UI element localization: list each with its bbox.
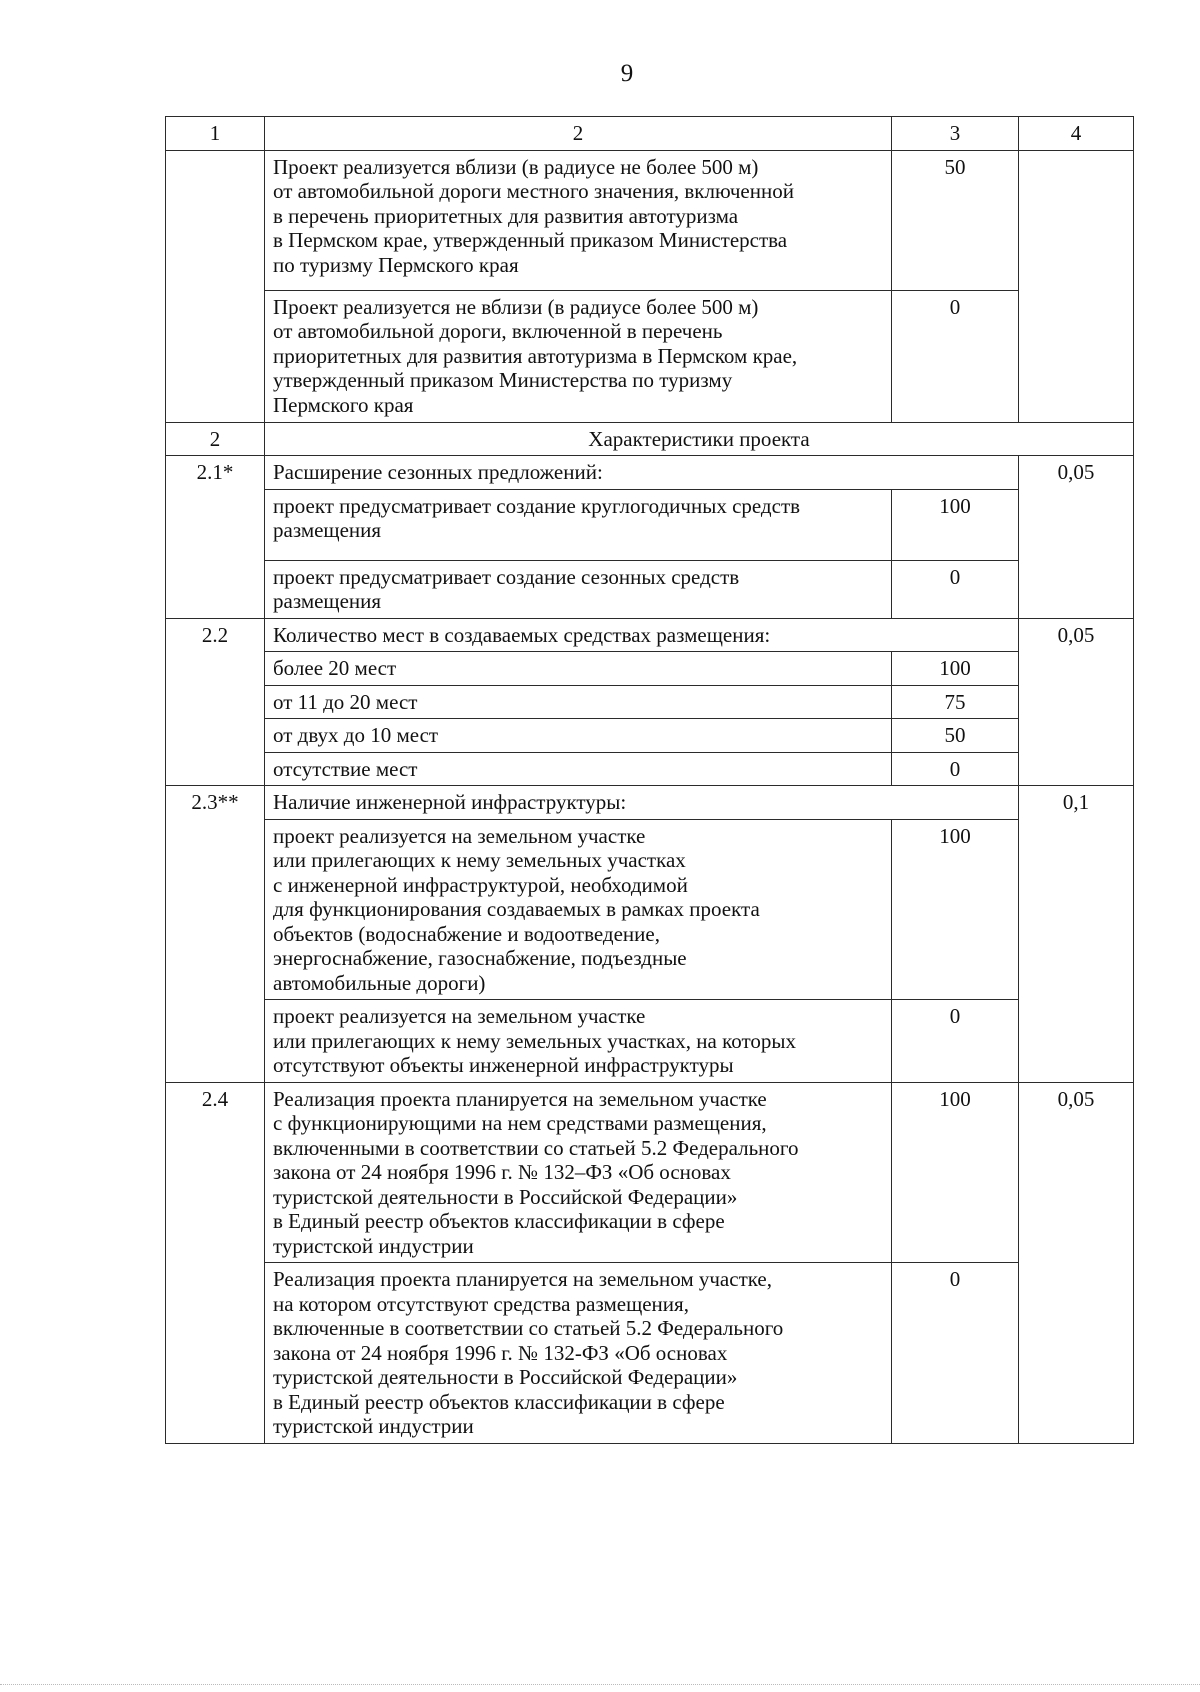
option-text: от 11 до 20 мест	[265, 685, 892, 719]
option-score: 0	[892, 560, 1019, 618]
header-cell-3: 3	[892, 117, 1019, 151]
criterion-score: 0	[892, 290, 1019, 422]
table-row	[166, 685, 1134, 719]
table-row	[166, 819, 1134, 1000]
criterion-weight: 0,05	[1019, 618, 1134, 786]
criterion-number: 2.2	[166, 618, 265, 786]
criterion-number: 2.4	[166, 1082, 265, 1443]
criterion-number: 2.3**	[166, 786, 265, 1083]
table-row	[166, 489, 1134, 560]
criterion-weight: 0,1	[1019, 786, 1134, 1083]
criterion-title: Наличие инженерной инфраструктуры:	[265, 786, 1019, 820]
scan-edge-line	[0, 1684, 1200, 1686]
option-score: 75	[892, 685, 1019, 719]
table-row	[166, 752, 1134, 786]
option-text: проект предусматривает создание круглогодичных средств размещения	[265, 489, 892, 560]
option-text: более 20 мест	[265, 652, 892, 686]
header-cell-2: 2	[265, 117, 892, 151]
table-row	[166, 719, 1134, 753]
criterion-title: Количество мест в создаваемых средствах размещения:	[265, 618, 1019, 652]
option-score: 100	[892, 652, 1019, 686]
criterion-text: Проект реализуется не вблизи (в радиусе более 500 м) от автомобильной дороги, включенной в перечень приоритетных для развития автотуризма в Пермском крае, утвержденный приказом Министерства по туризму Пермского края	[265, 290, 892, 422]
option-score: 0	[892, 752, 1019, 786]
table-row	[166, 560, 1134, 618]
header-cell-4: 4	[1019, 117, 1134, 151]
criterion-group-row	[166, 456, 1134, 490]
option-score: 0	[892, 1000, 1019, 1083]
continuation-weight-cell	[1019, 150, 1134, 422]
option-text: Реализация проекта планируется на земельном участке с функционирующими на нем средствами размещения, включенными в соответствии со статьей 5.2 Федерального закона от 24 ноября 1996 г. № 132–ФЗ «Об основах туристской деятельности в Российской Федерации» в Единый реестр объектов классификации в сфере туристской индустрии	[265, 1082, 892, 1263]
section-row	[166, 422, 1134, 456]
option-score: 100	[892, 489, 1019, 560]
criterion-score: 50	[892, 150, 1019, 290]
header-cell-1: 1	[166, 117, 265, 151]
table-row	[166, 290, 1134, 422]
criterion-group-row	[166, 618, 1134, 652]
option-score: 0	[892, 1263, 1019, 1444]
section-title: Характеристики проекта	[265, 422, 1134, 456]
criterion-group-row	[166, 786, 1134, 820]
page-number: 9	[620, 60, 634, 87]
option-text: проект предусматривает создание сезонных средств размещения	[265, 560, 892, 618]
continuation-num-cell	[166, 150, 265, 422]
table-row	[166, 150, 1134, 290]
option-score: 50	[892, 719, 1019, 753]
option-text: проект реализуется на земельном участке или прилегающих к нему земельных участках с инженерной инфраструктурой, необходимой для функционирования создаваемых в рамках проекта объектов (водоснабжение и водоотведение, энергоснабжение, газоснабжение, подъездные автомобильные дороги)	[265, 819, 892, 1000]
criterion-title: Расширение сезонных предложений:	[265, 456, 1019, 490]
option-text: Реализация проекта планируется на земельном участке, на котором отсутствуют средства размещения, включенные в соответствии со статьей 5.2 Федерального закона от 24 ноября 1996 г. № 132-ФЗ «Об основах туристской деятельности в Российской Федерации» в Единый реестр объектов классификации в сфере туристской индустрии	[265, 1263, 892, 1444]
criterion-number: 2.1*	[166, 456, 265, 619]
option-text: проект реализуется на земельном участке или прилегающих к нему земельных участках, на которых отсутствуют объекты инженерной инфраструктуры	[265, 1000, 892, 1083]
table-row	[166, 1000, 1134, 1083]
option-text: от двух до 10 мест	[265, 719, 892, 753]
table-header-row	[166, 117, 1134, 151]
option-score: 100	[892, 1082, 1019, 1263]
table-row	[166, 1082, 1134, 1263]
option-score: 100	[892, 819, 1019, 1000]
option-text: отсутствие мест	[265, 752, 892, 786]
criteria-table	[165, 116, 1134, 1444]
table-row	[166, 1263, 1134, 1444]
criterion-weight: 0,05	[1019, 456, 1134, 619]
criterion-weight: 0,05	[1019, 1082, 1134, 1443]
section-number: 2	[166, 422, 265, 456]
table-row	[166, 652, 1134, 686]
criterion-text: Проект реализуется вблизи (в радиусе не более 500 м) от автомобильной дороги местного значения, включенной в перечень приоритетных для развития автотуризма в Пермском крае, утвержденный приказом Министерства по туризму Пермского края	[265, 150, 892, 290]
